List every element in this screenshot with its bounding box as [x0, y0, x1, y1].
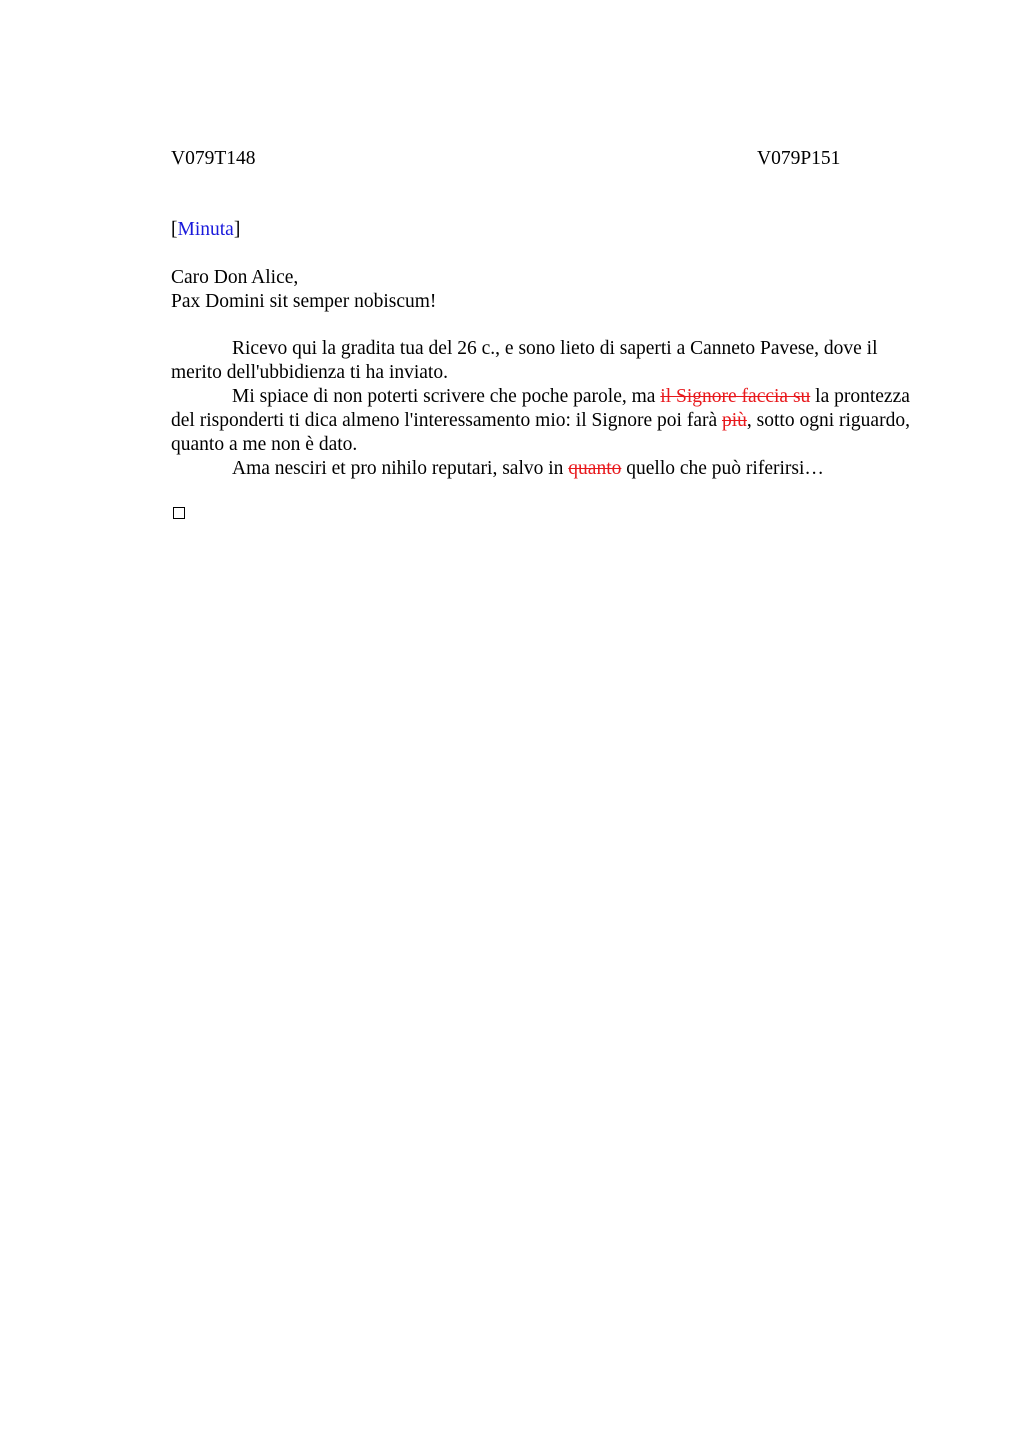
- salutation-line-2: Pax Domini sit semper nobiscum!: [171, 291, 437, 312]
- paragraph-3-text-2: quello che può riferirsi…: [621, 458, 824, 479]
- letter-body: [171, 337, 919, 481]
- deleted-text-3: quanto: [568, 458, 622, 479]
- paragraph-2-text-2: la prontezza del risponderti ti dica almeno l'interessamento mio: il Signore poi farà: [171, 386, 910, 431]
- document-code-right: V079P151: [757, 148, 841, 169]
- paragraph-1: Ricevo qui la gradita tua del 26 c., e sono lieto di saperti a Canneto Pavese, dove il merito dell'ubbidienza ti ha inviato.: [171, 338, 878, 383]
- minuta-link[interactable]: Minuta: [177, 219, 234, 240]
- paragraph-2-text-3: , sotto ogni riguardo, quanto a me non è dato.: [171, 410, 910, 455]
- paragraph-2-text-1: Mi spiace di non poterti scrivere che poche parole, ma: [232, 386, 661, 407]
- salutation: [171, 266, 436, 314]
- paragraph-2: [171, 385, 919, 457]
- paragraph-3: [171, 457, 919, 481]
- deleted-text-1: il Signore faccia su: [660, 386, 811, 407]
- minuta-note: [171, 218, 240, 242]
- deleted-text-2: più: [722, 410, 747, 431]
- paragraph-3-text-1: Ama nesciri et pro nihilo reputari, salvo in: [232, 458, 569, 479]
- close-bracket: ]: [233, 219, 241, 240]
- document-code-left: V079T148: [171, 148, 256, 169]
- checkbox-square-icon[interactable]: [173, 507, 185, 519]
- salutation-line-1: Caro Don Alice,: [171, 267, 299, 288]
- open-bracket: [: [171, 219, 178, 240]
